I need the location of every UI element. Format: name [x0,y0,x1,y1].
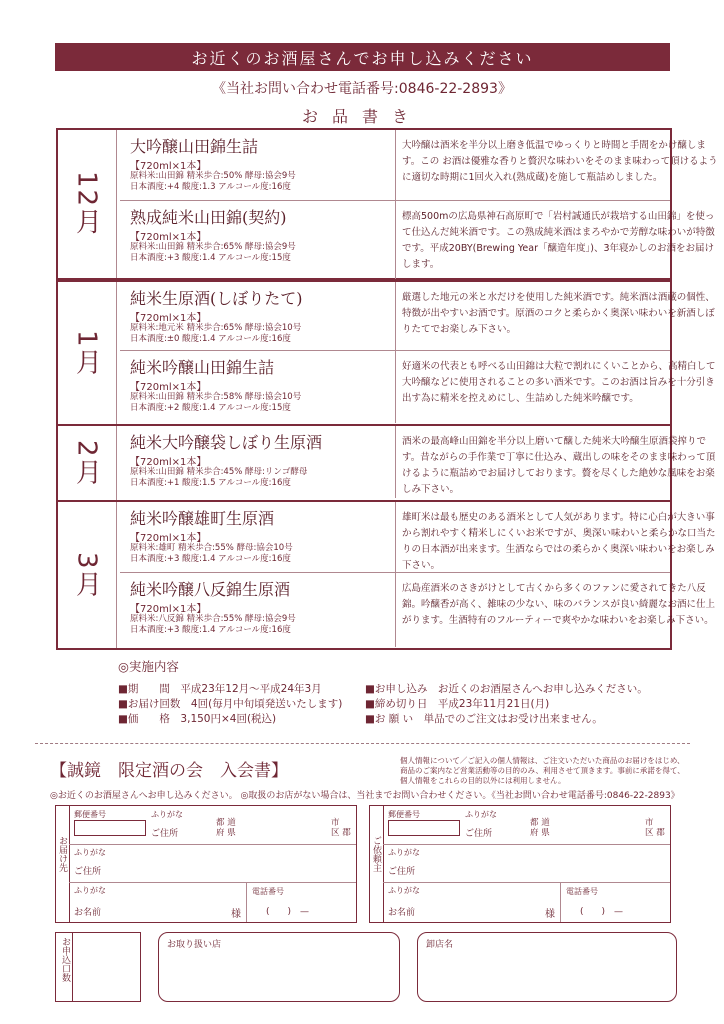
divider [246,882,247,922]
menu-item [120,282,715,350]
address-label: ご住所 [74,867,102,877]
product-volume: 【720ml×1本】 [130,232,207,243]
month-block-1 [56,280,716,426]
section-label: お届け先 [57,836,67,872]
menu-item [120,200,715,279]
implementation-left [118,681,342,726]
product-spec: 原料米:山田錦 精米歩合:58% 酵母:協会10号 日本酒度:+2 酸度:1.4 アルコール度:15度 [130,392,302,413]
furigana-label: ふりがな [151,810,183,819]
furigana-label: ふりがな [388,848,420,857]
prefecture-label: 都 道 府 県 [530,818,550,838]
product-volume: 【720ml×1本】 [130,313,207,324]
divider [395,573,396,647]
divider [72,933,73,1001]
impl-row-deadline: ■締め切り日 平成23年11月21日(月) [365,698,550,710]
divider [69,806,70,922]
furigana-label: ふりがな [388,886,420,895]
product-spec: 原料米:山田錦 精米歩合:45% 酵母:リンゴ酵母 日本酒度:+1 酸度:1.5 アルコール度:16度 [130,467,308,488]
impl-row-count: ■お届け回数 4回(毎月中旬頃発送いたします) [118,698,343,710]
divider [560,882,561,922]
divider [69,844,356,845]
product-volume: 【720ml×1本】 [130,161,207,172]
apply-count-box[interactable] [55,932,141,1002]
divider [395,351,396,423]
product-description: 標高500mの広島県神石高原町で「岩村誠通氏が栽培する山田錦」を使って仕込んだ純米酒です。この熟成純米酒はまろやかで芳醇な味わいが特徴です。平成20BY(Brewing Year「醸造年度」)、3年寝かしのお酒をお届けします。 [402,211,715,270]
impl-row-apply: ■お申し込み お近くのお酒屋さんへお申し込みください。 [365,683,648,695]
month-block-0 [56,128,718,280]
impl-row-price: ■価 格 3,150円×4回(税込) [118,713,277,725]
phone-label: 電話番号 [252,887,284,896]
requester-address-form [369,805,671,923]
furigana-label: ふりがな [74,848,106,857]
product-name: 純米大吟醸袋しぼり生原酒 [130,433,323,452]
product-description: 酒米の最高峰山田錦を半分以上磨いて醸した純米大吟醸生原酒袋搾りです。昔ながらの手作業で丁寧に仕込み、蔵出しの味をそのまま味わって頂けるように瓶詰めでお届けしております。贅を尽くした絶妙な風味をお楽しみ下さい。 [402,436,716,495]
product-spec: 原料米:山田錦 精米歩合:65% 酵母:協会9号 日本酒度:+3 酸度:1.4 アルコール度:15度 [130,242,296,263]
menu-item [120,502,716,572]
store-label: お取り扱い店 [167,940,222,950]
product-volume: 【720ml×1本】 [130,382,207,393]
divider [383,844,670,845]
month-block-2 [56,424,716,502]
header-banner: お近くのお酒屋さんでお申し込みください [55,43,670,71]
name-label: お名前 [388,908,416,918]
month-block-3 [56,500,716,650]
product-description: 好適米の代表とも呼べる山田錦は大粒で割れにくいことから、高精白して大吟醸などに使用されることの多い酒米です。このお酒は旨みを十分引き出す為に精米を控えめにし、生詰めした純米吟醸です。 [402,361,716,404]
address-label: ご住所 [388,867,416,877]
product-name: 大吟醸山田錦生詰 [130,137,259,156]
product-description: 雄町米は最も歴史のある酒米として人気があります。特に心白が大きい事から割れやすく精米しにくいお米ですが、奥深い味わいと柔らかな口当たりの日本酒が出来ます。生酒ならではの柔らかく奥深い味わいをお楽しみ下さい。 [402,512,716,571]
divider [395,426,396,498]
form-note: ◎お近くのお酒屋さんへお申し込みください。 ◎取扱のお店がない場合は、当社までお問い合わせください。《当社お問い合わせ電話番号:0846-22-2893》 [50,791,680,801]
apply-count-label: お申込口数 [60,937,70,982]
postal-label: 郵便番号 [74,810,106,819]
product-description: 広島産酒米のさきがけとして古くから多くのファンに愛されてきた八反錦。吟醸香が高く、雑味の少ない、味のバランスが良い綺麗なお酒に仕上がります。生酒特有のフルーティーで爽やかな味わいをお楽しみ下さい。 [402,583,716,626]
divider [383,806,384,922]
form-title: 【誠鏡 限定酒の会 入会書】 [50,761,288,781]
divider [69,882,356,883]
store-box[interactable] [158,932,400,1002]
city-label: 市 区 郡 [645,818,665,838]
divider [395,502,396,572]
honorific-label: 様 [545,909,555,920]
menu-item [120,350,716,423]
divider [383,882,670,883]
product-description: 大吟醸は酒米を半分以上磨き低温でゆっくりと時間と手間をかけ醸します。この お酒は優雅な香りと贅沢な味わいをそのまま味わって頂けるように適切な時期に1回火入れ(熟成蔵)を施して瓶詰めしました。 [402,140,718,183]
address-label: ご住所 [465,829,493,839]
address-label: ご住所 [151,829,179,839]
phone-label: 電話番号 [566,887,598,896]
product-name: 純米吟醸山田錦生詰 [130,358,275,377]
product-spec: 原料米:雄町 精米歩合:55% 酵母:協会10号 日本酒度:+3 酸度:1.4 アルコール度:16度 [130,543,293,564]
divider [395,201,396,279]
phone-input[interactable]: ( ) — [580,907,624,917]
phone-input[interactable]: ( ) — [266,907,310,917]
city-label: 市 区 郡 [331,818,351,838]
honorific-label: 様 [231,909,241,920]
cut-line [35,743,690,744]
product-name: 熟成純米山田錦(契約) [130,208,287,227]
postal-label: 郵便番号 [388,810,420,819]
impl-row-request: ■お 願 い 単品でのご注文はお受け出来ません。 [365,713,603,725]
menu-item [120,130,718,200]
product-name: 純米生原酒(しぼりたて) [130,289,303,308]
furigana-label: ふりがな [465,810,497,819]
name-label: お名前 [74,908,102,918]
delivery-address-form [55,805,357,923]
divider [395,282,396,350]
postal-code-input[interactable] [74,820,146,836]
product-volume: 【720ml×1本】 [130,457,207,468]
product-volume: 【720ml×1本】 [130,533,207,544]
contact-phone: 《当社お問い合わせ電話番号:0846-22-2893》 [212,81,512,97]
product-description: 厳選した地元の米と水だけを使用した純米酒です。純米酒は酒蔵の個性、特徴が出やすいお酒です。原酒のコクと柔らかく奥深い味わいを新酒しぼりたてでお楽しみ下さい。 [402,292,715,335]
furigana-label: ふりがな [74,886,106,895]
month-label: 3月 [58,502,117,648]
product-volume: 【720ml×1本】 [130,604,207,615]
divider [395,130,396,200]
section-label: ご依頼主 [371,836,381,872]
month-label: 1月 [58,282,117,424]
menu-item [120,572,716,647]
product-spec: 原料米:地元米 精米歩合:65% 酵母:協会10号 日本酒度:±0 酸度:1.4 アルコール度:16度 [130,323,302,344]
product-spec: 原料米:八反錦 精米歩合:55% 酵母:協会9号 日本酒度:+3 酸度:1.4 アルコール度:16度 [130,614,296,635]
menu-title: お品書き [301,107,422,126]
menu-item [120,426,716,498]
privacy-note: 個人情報について／ご記入の個人情報は、ご注文いただいた商品のお届けをはじめ、商品のご案内など営業活動等の目的のみ、利用させて頂きます。事前に承諾を得て、個人情報をこれらの目的以外には利用しません。 [400,756,685,785]
prefecture-label: 都 道 府 県 [216,818,236,838]
implementation-right [365,681,648,726]
product-name: 純米吟醸雄町生原酒 [130,509,275,528]
postal-code-input[interactable] [388,820,460,836]
month-label: 12月 [58,130,117,278]
wholesaler-box[interactable] [417,932,677,1002]
product-spec: 原料米:山田錦 精米歩合:50% 酵母:協会9号 日本酒度:+4 酸度:1.3 アルコール度:16度 [130,171,296,192]
impl-row-period: ■期 間 平成23年12月〜平成24年3月 [118,683,322,695]
product-name: 純米吟醸八反錦生原酒 [130,580,291,599]
implementation-title: ◎実施内容 [118,659,179,674]
wholesaler-label: 卸店名 [426,940,454,950]
month-label: 2月 [58,426,117,500]
